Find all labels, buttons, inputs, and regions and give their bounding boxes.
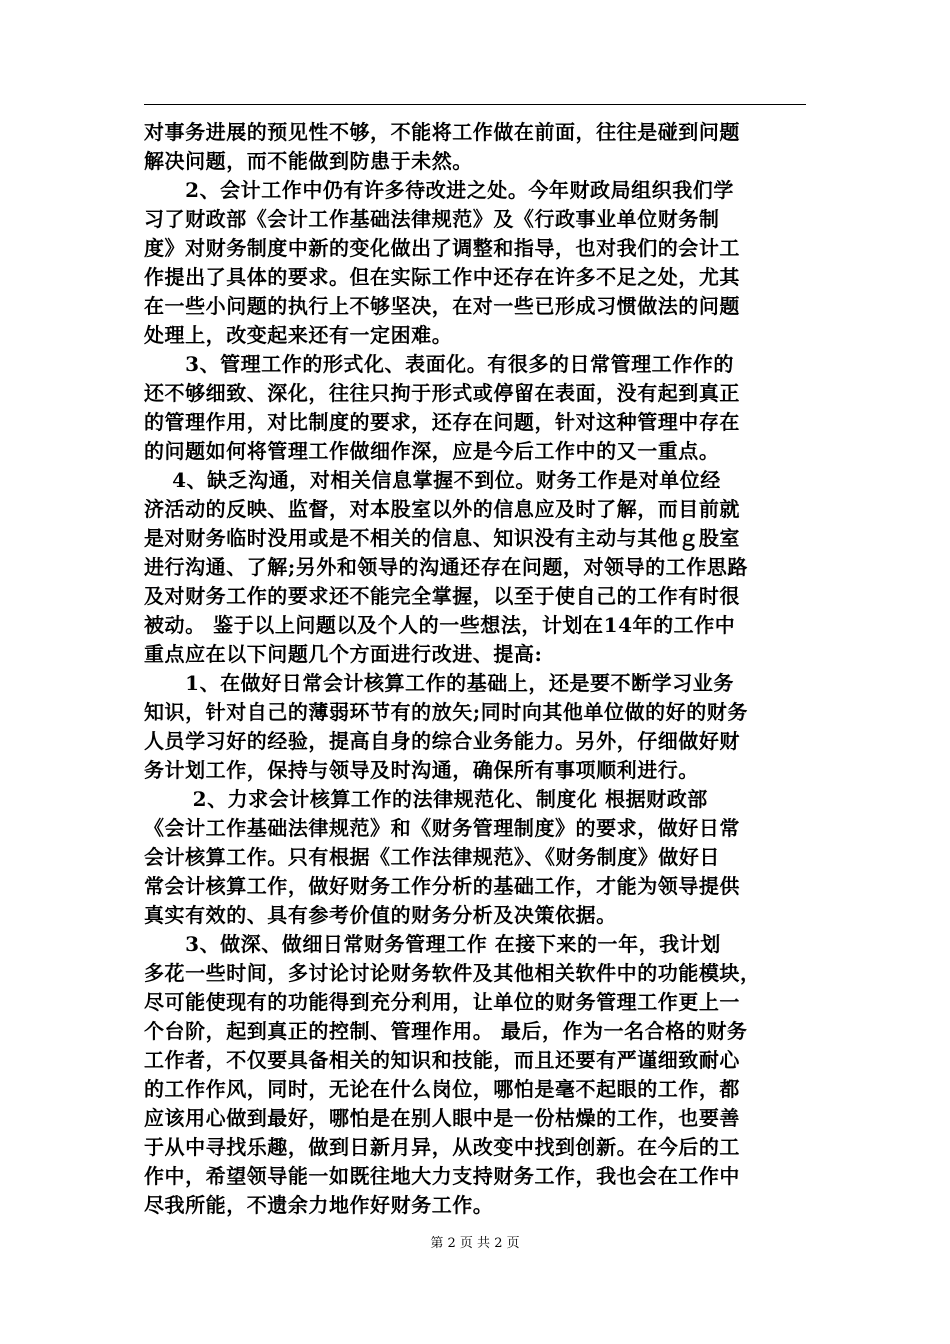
text-line: 1、在做好日常会计核算工作的基础上，还是要不断学习业务 [144, 671, 734, 695]
text-line: 解决问题，而不能做到防患于未然。 [144, 149, 473, 173]
text-line: 习了财政部《会计工作基础法律规范》及《行政事业单位财务制 [144, 207, 720, 231]
text-line: 处理上，改变起来还有一定困难。 [144, 323, 453, 347]
text-line: 真实有效的、具有参考价值的财务分析及决策依据。 [144, 903, 617, 927]
text-line: 《会计工作基础法律规范》和《财务管理制度》的要求，做好日常 [144, 816, 740, 840]
document-body [144, 118, 806, 1220]
text-line: 多花一些时间，多讨论讨论财务软件及其他相关软件中的功能模块， [144, 961, 761, 985]
text-line: 2、力求会计核算工作的法律规范化、制度化 根据财政部 [144, 787, 708, 811]
text-line: 知识，针对自己的薄弱环节有的放矢;同时向其他单位做的好的财务 [144, 700, 748, 724]
text-line: 重点应在以下问题几个方面进行改进、提高: [144, 642, 543, 666]
text-line: 还不够细致、深化，往往只拘于形式或停留在表面，没有起到真正 [144, 381, 740, 405]
text-line: 于从中寻找乐趣，做到日新月异，从改变中找到创新。在今后的工 [144, 1135, 740, 1159]
text-line: 2、会计工作中仍有许多待改进之处。今年财政局组织我们学 [144, 178, 734, 202]
text-line: 工作者，不仅要具备相关的知识和技能，而且还要有严谨细致耐心 [144, 1048, 740, 1072]
text-line: 会计核算工作。只有根据《工作法律规范》、《财务制度》做好日 [144, 845, 720, 869]
text-line: 对事务进展的预见性不够，不能将工作做在前面，往往是碰到问题 [144, 120, 740, 144]
text-line: 的管理作用，对比制度的要求，还存在问题，针对这种管理中存在 [144, 410, 740, 434]
text-line: 作提出了具体的要求。但在实际工作中还存在许多不足之处，尤其 [144, 265, 740, 289]
text-line: 3、做深、做细日常财务管理工作 在接下来的一年，我计划 [144, 932, 721, 956]
text-line: 个台阶，起到真正的控制、管理作用。 最后，作为一名合格的财务 [144, 1019, 748, 1043]
text-line: 应该用心做到最好，哪怕是在别人眼中是一份枯燥的工作，也要善 [144, 1106, 740, 1130]
page-number-footer: 第 2 页 共 2 页 [430, 1236, 520, 1251]
text-line: 在一些小问题的执行上不够坚决，在对一些已形成习惯做法的问题 [144, 294, 740, 318]
text-line: 常会计核算工作，做好财务工作分析的基础工作，才能为领导提供 [144, 874, 740, 898]
text-line: 被动。 鉴于以上问题以及个人的一些想法，计划在14年的工作中 [144, 613, 736, 637]
text-line: 4、缺乏沟通，对相关信息掌握不到位。财务工作是对单位经 [144, 468, 721, 492]
text-line: 的问题如何将管理工作做细作深，应是今后工作中的又一重点。 [144, 439, 720, 463]
header-rule [144, 104, 806, 105]
text-line: 进行沟通、了解;另外和领导的沟通还存在问题，对领导的工作思路 [144, 555, 748, 579]
text-line: 尽我所能，不遗余力地作好财务工作。 [144, 1193, 494, 1217]
text-line: 3、管理工作的形式化、表面化。有很多的日常管理工作作的 [144, 352, 734, 376]
text-line: 的工作作风，同时，无论在什么岗位，哪怕是毫不起眼的工作，都 [144, 1077, 740, 1101]
text-line: 人员学习好的经验，提高自身的综合业务能力。另外，仔细做好财 [144, 729, 740, 753]
text-line: 度》对财务制度中新的变化做出了调整和指导，也对我们的会计工 [144, 236, 740, 260]
text-line: 及对财务工作的要求还不能完全掌握，以至于使自己的工作有时很 [144, 584, 740, 608]
text-line: 作中，希望领导能一如既往地大力支持财务工作，我也会在工作中 [144, 1164, 740, 1188]
text-line: 务计划工作，保持与领导及时沟通，确保所有事项顺利进行。 [144, 758, 699, 782]
text-line: 济活动的反映、监督，对本股室以外的信息应及时了解，而目前就 [144, 497, 740, 521]
text-line: 是对财务临时没用或是不相关的信息、知识没有主动与其他ｇ股室 [144, 526, 740, 550]
text-line: 尽可能使现有的功能得到充分利用，让单位的财务管理工作更上一 [144, 990, 740, 1014]
